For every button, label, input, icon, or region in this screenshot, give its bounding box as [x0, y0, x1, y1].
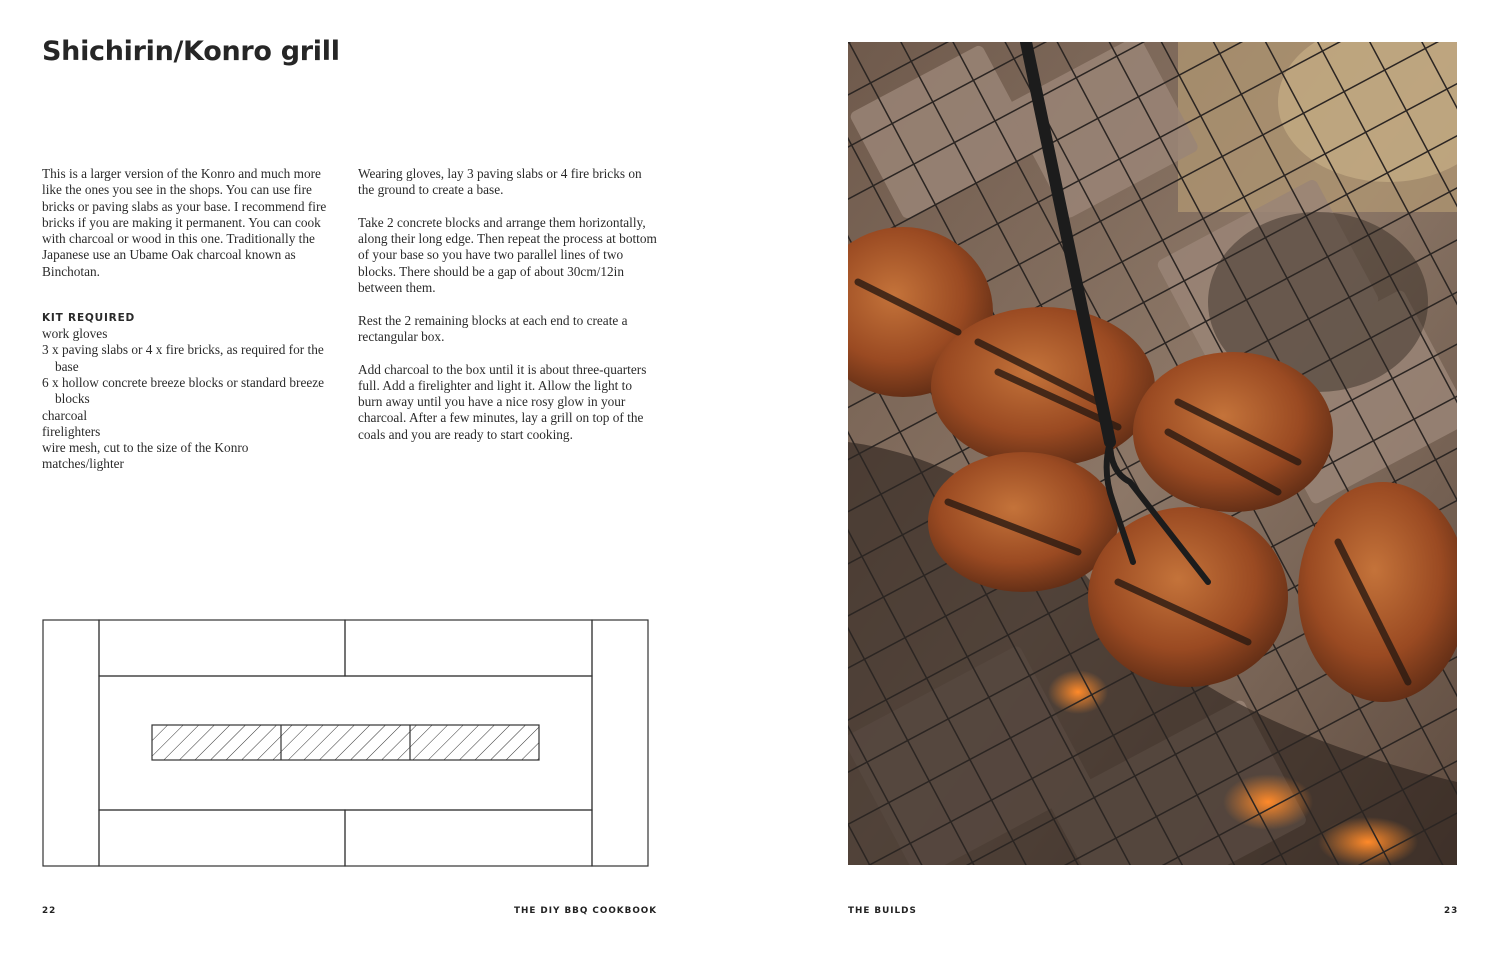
kit-item: 3 x paving slabs or 4 x fire bricks, as required for the base [42, 342, 324, 374]
page-number-right: 23 [1444, 906, 1459, 916]
method-step: Rest the 2 remaining blocks at each end to create a rectangular box. [358, 312, 628, 344]
side-block-bottom-right [345, 810, 592, 866]
method-step: Take 2 concrete blocks and arrange them horizontally, along their long edge. Then repeat the process at bottom of your base so you have two parallel lines of two blocks. There should be a gap of about 30cm/12in between them. [358, 214, 657, 296]
section-footer: THE BUILDS [848, 906, 917, 916]
end-block-left [43, 620, 99, 866]
side-block-top-left [99, 620, 345, 676]
intro-paragraph: This is a larger version of the Konro and much more like the ones you see in the shops. You can use fire bricks or paving slabs as your base. I recommend fire bricks if you are making it permanent. You can cook with charcoal or wood in this one. Traditionally the Japanese use an Ubame Oak charcoal known as Binchotan. [42, 166, 327, 279]
running-footer: THE DIY BBQ COOKBOOK [514, 906, 658, 916]
kit-item: wire mesh, cut to the size of the Konro [42, 440, 249, 456]
side-block-bottom-left [99, 810, 345, 866]
method-step: Wearing gloves, lay 3 paving slabs or 4 fire bricks on the ground to create a base. [358, 166, 642, 198]
page-title: Shichirin/Konro grill [42, 36, 340, 67]
intro-column [42, 166, 342, 473]
method-column [358, 166, 658, 459]
end-block-right [592, 620, 648, 866]
kit-item: firelighters [42, 423, 101, 439]
kit-list [42, 326, 342, 473]
grilled-chicken-photo [848, 42, 1457, 865]
kit-item: 6 x hollow concrete breeze blocks or standard breeze blocks [42, 374, 325, 407]
kit-item: charcoal [42, 407, 88, 423]
page-number-left: 22 [42, 906, 57, 916]
kit-required-heading: KIT REQUIRED [42, 312, 136, 325]
konro-layout-diagram [41, 618, 651, 868]
method-step: Add charcoal to the box until it is about three-quarters full. Add a firelighter and light it. Allow the light to burn away until you have a nice rosy glow in your charcoal. After a few minutes, lay a grill on top of the coals and you are ready to start cooking. [358, 361, 647, 442]
side-block-top-right [345, 620, 592, 676]
kit-item: matches/lighter [42, 456, 124, 472]
charcoal-bed [152, 725, 539, 760]
kit-item: work gloves [42, 326, 108, 342]
